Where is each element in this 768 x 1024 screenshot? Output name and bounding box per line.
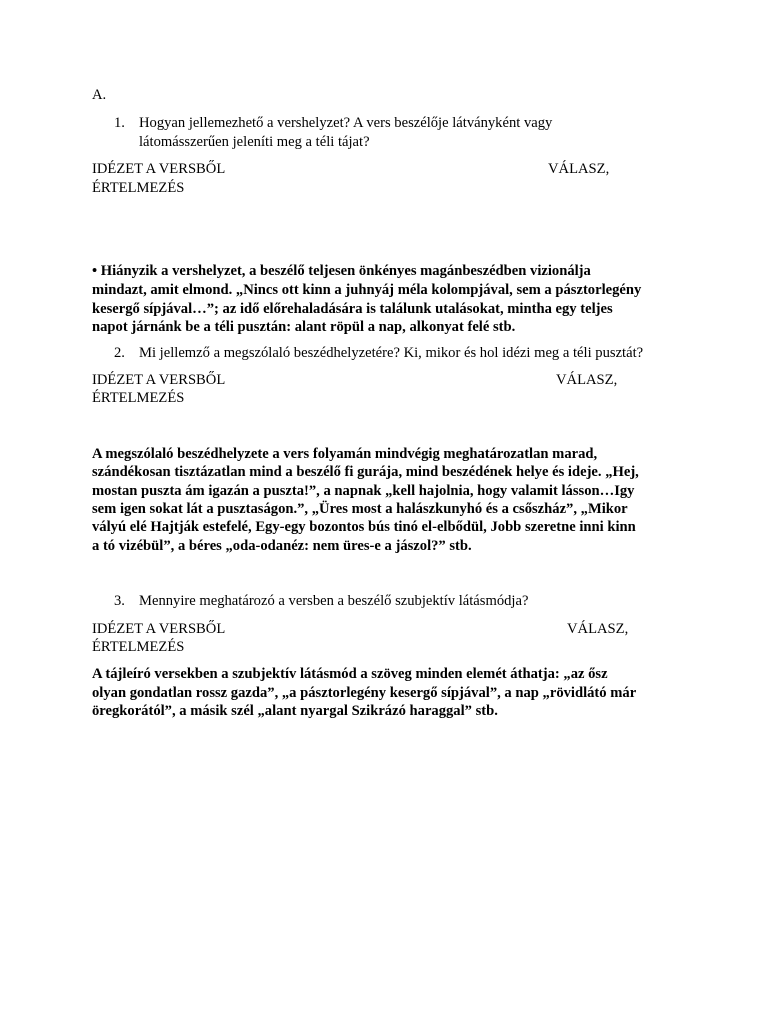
question-3-interpretation-header: ÉRTELMEZÉS bbox=[92, 639, 185, 655]
question-1-interpretation-header: ÉRTELMEZÉS bbox=[92, 180, 185, 196]
question-1-answer-header: VÁLASZ, bbox=[548, 161, 610, 177]
question-2-answer-line-2: szándékosan tisztázatlan mind a beszélő fi gurája, mind beszédének helye és ideje. „Hej, bbox=[92, 464, 639, 480]
question-1-answer-line-3: kesergő sípjával…”; az idő előrehaladására is találunk utalásokat, mintha egy teljes bbox=[92, 301, 613, 317]
question-3-answer-line-1: A tájleíró versekben a szubjektív látásmód a szöveg minden elemét áthatja: „az ősz bbox=[92, 666, 608, 682]
question-1-answer-line-4: napot járnánk be a téli pusztán: alant röpül a nap, alkonyat felé stb. bbox=[92, 319, 516, 335]
section-label: A. bbox=[92, 87, 107, 103]
question-2-interpretation-header: ÉRTELMEZÉS bbox=[92, 390, 185, 406]
question-1-answer-line-1: • Hiányzik a vershelyzet, a beszélő teljesen önkényes magánbeszédben vizionálja bbox=[92, 263, 591, 279]
question-2-answer-header: VÁLASZ, bbox=[556, 372, 618, 388]
question-2-answer-line-5: vályú elé Hajtják estefelé, Egy-egy bozontos bús tinó el-elbődül, Jobb szeretne inni kinn bbox=[92, 519, 636, 535]
question-2-answer-line-3: mostan puszta ám igazán a puszta!”, a napnak „kell hajolnia, hogy valamit lásson…Igy bbox=[92, 483, 635, 499]
question-3-number: 3. bbox=[114, 593, 125, 609]
question-1-text-line-1: Hogyan jellemezhető a vershelyzet? A vers beszélője látványként vagy bbox=[139, 115, 553, 131]
question-1-text-line-2: látomásszerűen jeleníti meg a téli tájat? bbox=[139, 134, 370, 150]
question-3-quote-header: IDÉZET A VERSBŐL bbox=[92, 621, 226, 637]
question-1-number: 1. bbox=[114, 115, 125, 131]
question-2-text-line-1: Mi jellemző a megszólaló beszédhelyzetére? Ki, mikor és hol idézi meg a téli pusztát? bbox=[139, 345, 644, 361]
question-3-answer-header: VÁLASZ, bbox=[567, 621, 629, 637]
question-2-number: 2. bbox=[114, 345, 125, 361]
question-1-quote-header: IDÉZET A VERSBŐL bbox=[92, 161, 226, 177]
question-2-answer-line-6: a tó vizébül”, a béres „oda-odanéz: nem üres-e a jászol?” stb. bbox=[92, 538, 472, 554]
question-2-quote-header: IDÉZET A VERSBŐL bbox=[92, 372, 226, 388]
question-2-answer-line-4: sem igen sokat lát a pusztaságon.”, „Üres most a halászkunyhó és a csőszház”, „Mikor bbox=[92, 501, 628, 517]
question-3-answer-line-3: öregkorától”, a másik szél „alant nyargal Szikrázó haraggal” stb. bbox=[92, 703, 498, 719]
question-3-answer-line-2: olyan gondatlan rossz gazda”, „a pásztorlegény kesergő sípjával”, a nap „rövidlátó már bbox=[92, 685, 637, 701]
question-2-answer-line-1: A megszólaló beszédhelyzete a vers folyamán mindvégig meghatározatlan marad, bbox=[92, 446, 598, 462]
question-1-answer-line-2: mindazt, amit elmond. „Nincs ott kinn a juhnyáj méla kolompjával, sem a pásztorlegény bbox=[92, 282, 642, 298]
question-3-text-line-1: Mennyire meghatározó a versben a beszélő szubjektív látásmódja? bbox=[139, 593, 529, 609]
